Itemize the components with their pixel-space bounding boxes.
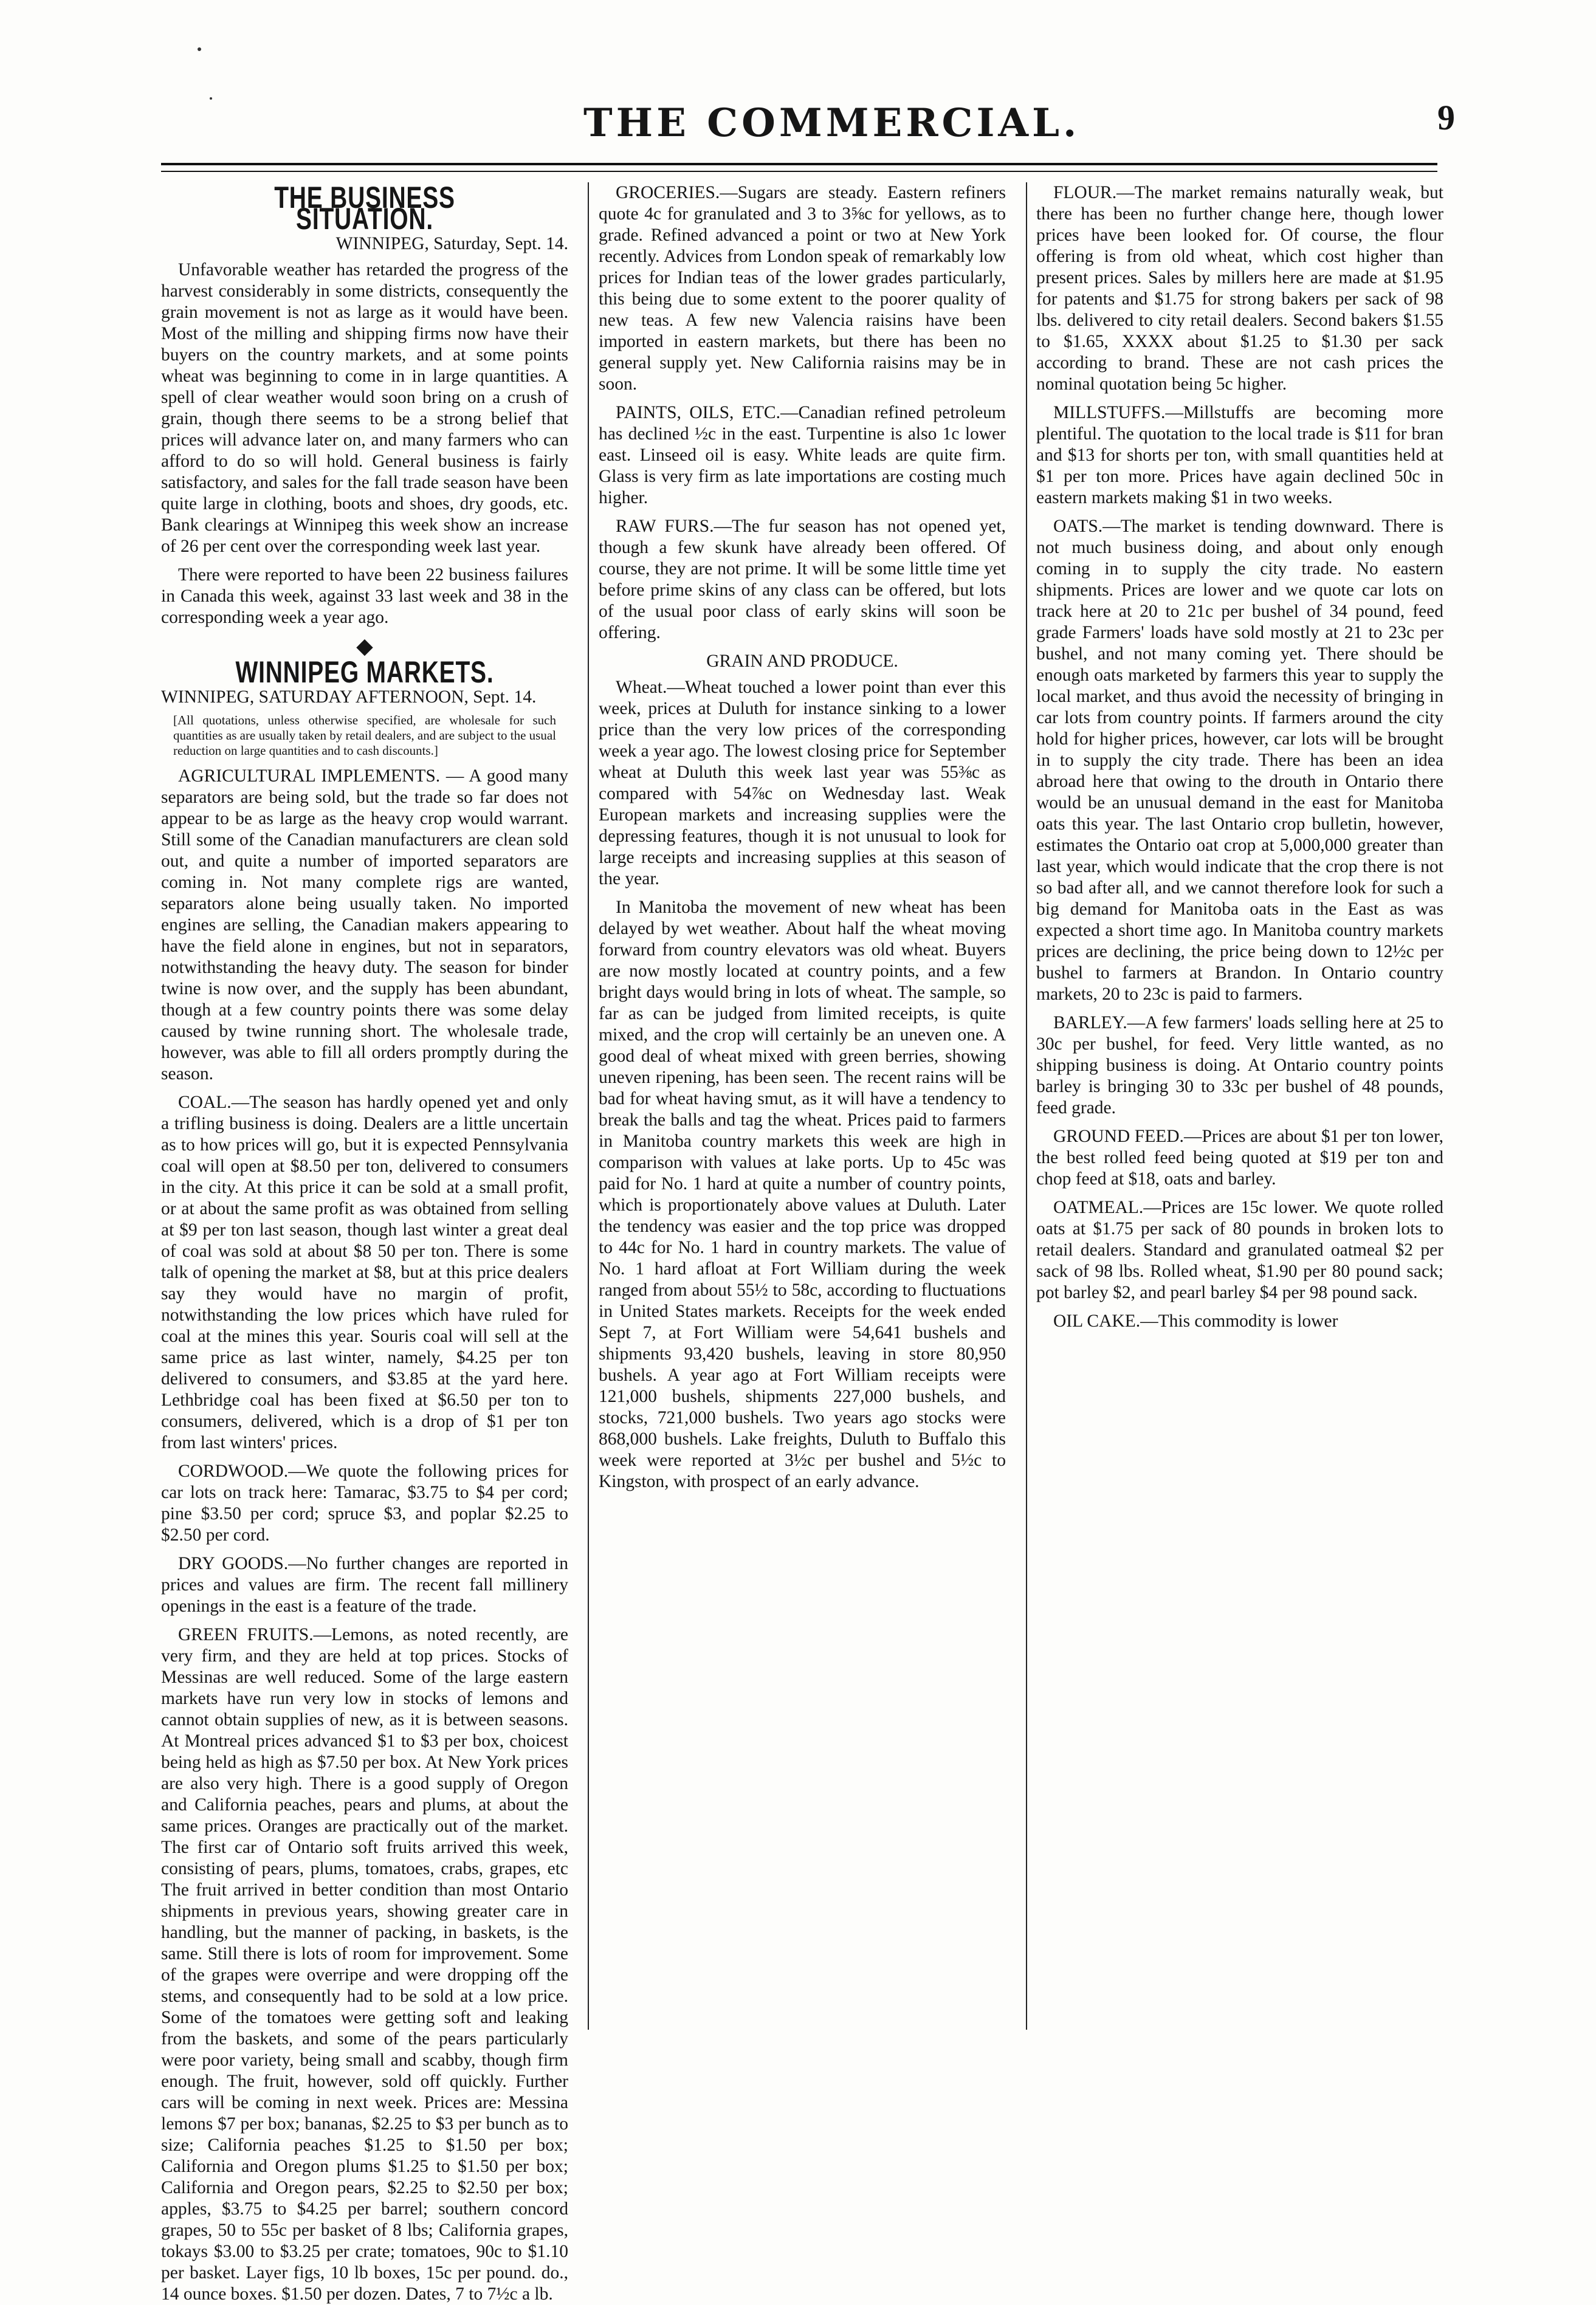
item-text: —We quote the following prices for car lots on track here: Tamarac, $3.75 to $4 per cord; pine $3.50 per cord; spruce $3, and poplar $2.25 to $2.50 per cord.	[161, 1462, 568, 1545]
column-divider	[1026, 182, 1027, 2030]
item-lead: GROUND FEED.	[1053, 1127, 1184, 1146]
business-paragraph: Unfavorable weather has retarded the progress of the harvest considerably in some districts, consequently the grain movement is not as large as it would have been. Most of the milling and shipping firms now have their buyers on the country markets, and at some points wheat was beginning to come in in large quantities. A spell of clear weather would soon bring on a crush of grain, though there seems to be a strong belief that prices will advance later on, and many farmers who can afford to do so will hold. General business is fairly satisfactory, and sales for the fall trade season have been quite large in clothing, boots and shoes, dry goods, etc. Bank clearings at Winnipeg this week show an increase of 26 per cent over the corresponding week last year.	[161, 260, 568, 556]
market-item	[1036, 1012, 1443, 1119]
item-text: —Prices are 15c lower. We quote rolled oats at $1.75 per sack of 80 pounds in broken lots to retail dealers. Standard and granulated oatmeal $2 per sack of 98 lbs. Rolled wheat, $1.90 per 80 pound sack; pot barley $2, and pearl barley $4 per 98 pound sack.	[1036, 1198, 1443, 1302]
market-item	[1036, 516, 1443, 1005]
item-lead: BARLEY.	[1053, 1013, 1127, 1032]
item-text: —This commodity is lower	[1140, 1311, 1338, 1331]
item-lead: CORDWOOD.	[178, 1462, 289, 1481]
item-lead: OATMEAL.	[1053, 1198, 1144, 1217]
speck	[210, 97, 212, 100]
market-item	[161, 766, 568, 1085]
page-number: 9	[1437, 98, 1455, 137]
item-text: —The market remains naturally weak, but there has been no further change here, though lower prices have been looked for. Of course, the flour offering is from old wheat, which cost higher than present prices. Sales by millers here are made at $1.95 for patents and $1.75 for strong bakers per sack of 98 lbs. delivered to city retail dealers. Second bakers $1.55 to $1.65, XXXX about $1.25 to $1.30 per sack according to brand. These are not cash prices the nominal quotation being 5c higher.	[1036, 183, 1443, 394]
markets-dateline: WINNIPEG, SATURDAY AFTERNOON, Sept. 14.	[161, 687, 537, 707]
item-text: — A good many separators are being sold, but the trade so far does not appear to be as large as the heavy crop would warrant. Still some of the Canadian manufacturers are clean sold out, and quite a number of imported separators are coming in. Not many complete rigs are wanted, separators alone being usually taken. No imported engines are selling, the Canadian makers appearing to have the field alone in engines, but not in separators, notwithstanding the heavy duty. The season for binder twine is now over, and the supply has been abundant, though at a few country points there was some delay caused by twine running short. The wholesale trade, however, was able to fill all orders promptly during the season.	[161, 766, 568, 1084]
market-item: Wheat.—Wheat touched a lower point than ever this week, prices at Duluth for instance sinking to a lower price than the very low prices of the corresponding week a year ago. The lowest closing price for September wheat at Duluth this week last year was 55⅜c as compared with 54⅞c on Wednesday last. Weak European markets and increasing supplies were the depressing features, though it is not unusual to look for large receipts and increasing supplies at this season of the year.	[599, 678, 1006, 888]
item-lead: OIL CAKE.	[1053, 1311, 1141, 1331]
item-lead: COAL.	[178, 1093, 232, 1112]
market-item	[1036, 182, 1443, 395]
market-item	[161, 1624, 568, 2305]
market-item	[1036, 1126, 1443, 1190]
item-text: —The market is tending downward. There is not much business doing, and about only enough coming in to supply the city trade. No eastern shipments. Prices are lower and we quote car lots on track here at 20 to 21c per bushel of 34 pound, feed grade Farmers' loads have sold mostly at 21 to 23c per bushel, and not many coming yet. There should be enough oats marketed by farmers this year to supply the local market, and thus avoid the necessity of bringing in car lots from country points. If farmers around the city hold for higher prices, however, car lots will be brought in to supply the city trade. There has been an idea abroad here that owing to the drouth in Ontario there would be an unusual demand in the east for Manitoba oats this year. The last Ontario crop bulletin, however, estimates the Ontario oat crop at 5,000,000 greater than last year, which would indicate that the crop there is not so bad after all, and we cannot therefore look for such a big demand for Manitoba oats in the East as was expected a short time ago. In Manitoba country markets prices are declining, the price being down to 12½c per bushel to farmers at Brandon. In Ontario country markets, 20 to 23c is paid to farmers.	[1036, 517, 1443, 1004]
header-rule	[161, 163, 1437, 172]
column-1	[161, 180, 568, 2304]
item-text: —Sugars are steady. Eastern refiners quote 4c for granulated and 3 to 3⅝c for yellows, as to grade. Refined advanced a point or two at New York recently. Advices from London speak of remarkably low prices for Indian teas of the lower grades particularly, this being due to some extent to the poorer quality of new teas. A few new Valencia raisins have been imported in eastern markets, but there has been no general supply yet. New California raisins may be in soon.	[599, 183, 1006, 394]
speck	[198, 47, 201, 51]
item-text: —No further changes are reported in prices and values are firm. The recent fall millinery openings in the east is a feature of the trade.	[161, 1554, 568, 1616]
item-text: —The season has hardly opened yet and only a trifling business is doing. Dealers are a little uncertain as to how prices will go, but it is expected Pennsylvania coal will open at $8.50 per ton, delivered to consumers in the city. At this price it can be sold at a small profit, or at about the same profit as was obtained from selling at $9 per ton last season, though last winter a great deal of coal was sold at about $8 50 per ton. There is some talk of opening the market at $8, but at this price dealers say they would have no margin of profit, notwithstanding the low prices which have ruled for coal at the mines this year. Souris coal will sell at the same price as last winter, namely, $4.25 per ton delivered to consumers, and $3.85 at the yard here. Lethbridge coal has been fixed at $6.50 per ton to consumers, delivered, which is a drop of $1 per ton from last winters' prices.	[161, 1093, 568, 1452]
market-item	[599, 402, 1006, 509]
market-item	[599, 516, 1006, 644]
market-item	[1036, 402, 1443, 509]
market-item	[161, 1553, 568, 1617]
item-text: —Prices are about $1 per ton lower, the best rolled feed being quoted at $19 per ton and chop feed at $18, oats and barley.	[1036, 1127, 1443, 1189]
business-headline: THE BUSINESS SITUATION.	[274, 180, 455, 236]
quotations-note: [All quotations, unless otherwise specified, are wholesale for such quantities as are usually taken by retail dealers, and are subject to the usual reduction on large quantities and to cash discounts.]	[173, 713, 556, 758]
market-item	[1036, 1197, 1443, 1304]
item-text: —A few farmers' loads selling here at 25 to 30c per bushel, for feed. Very little wanted, as no shipping business is doing. At Ontario country points barley is bringing 30 to 33c per bushel of 48 pounds, feed grade.	[1036, 1013, 1443, 1118]
business-paragraph: There were reported to have been 22 business failures in Canada this week, against 33 last week and 38 in the corresponding week a year ago.	[161, 565, 568, 627]
grain-subheading: GRAIN AND PRODUCE.	[706, 651, 898, 671]
item-lead: AGRICULTURAL IMPLEMENTS.	[178, 766, 441, 786]
market-item	[1036, 1311, 1443, 1332]
item-text: —Millstuffs are becoming more plentiful. The quotation to the local trade is $11 for bran and $13 for shorts per ton, with small quantities held at $1 per ton more. Prices have again declined 50c in eastern markets making $1 in two weeks.	[1036, 403, 1443, 507]
item-lead: GROCERIES.	[616, 183, 720, 202]
item-lead: DRY GOODS.	[178, 1554, 289, 1573]
item-lead: MILLSTUFFS.	[1053, 403, 1166, 422]
item-lead: FLOUR.	[1053, 183, 1117, 202]
market-item	[599, 182, 1006, 395]
column-3	[1036, 182, 1443, 2042]
market-item: In Manitoba the movement of new wheat has been delayed by wet weather. About half the wheat moving forward from country elevators was old wheat. Buyers are now mostly located at country points, and a few bright days would bring in lots of wheat. The sample, so far as can be judged from limited receipts, is quite mixed, and the crop will certainly be an uneven one. A good deal of wheat mixed with green berries, showing uneven ripening, has been seen. The recent rains will be bad for wheat having smut, as it will have a tendency to break the balls and tag the wheat. Prices paid to farmers in Manitoba country markets this week are high in comparison with values at lake ports. Up to 45c was paid for No. 1 hard at quite a number of country points, which is proportionately above values at Duluth. Later the tendency was easier and the top price was dropped to 44c for No. 1 hard in country markets. The value of No. 1 hard afloat at Fort William during the week ranged from about 55½ to 58c, according to fluctuations in United States markets. Receipts for the week ended Sept 7, at Fort William were 54,641 bushels and shipments 93,420 bushels, leaving in store 80,950 bushels. A year ago at Fort William receipts were 121,000 bushels, shipments 227,000 bushels, and stocks, 721,000 bushels. Two years ago stocks were 868,000 bushels. Lake freights, Duluth to Buffalo this week were reported at 3½c per bushel and 5½c to Kingston, with prospect of an early advance.	[599, 898, 1006, 1491]
item-text: —The fur season has not opened yet, though a few skunk have already been offered. Of course, they are not prime. It will be some little time yet before prime skins of any class can be offered, but lots of the usual poor class of early skins will soon be offering.	[599, 517, 1006, 642]
item-lead: RAW FURS.	[616, 517, 714, 536]
market-item	[161, 1092, 568, 1454]
section-separator: ◆	[356, 634, 373, 658]
item-lead: PAINTS, OILS, ETC.	[616, 403, 780, 422]
masthead-title: THE COMMERCIAL.	[583, 100, 1081, 146]
item-lead: GREEN FRUITS.	[178, 1625, 314, 1644]
item-lead: OATS.	[1053, 517, 1103, 536]
column-divider	[588, 182, 589, 2030]
column-2	[599, 182, 1006, 2042]
markets-headline: WINNIPEG MARKETS.	[235, 655, 494, 689]
market-item	[161, 1461, 568, 1546]
item-text: —Lemons, as noted recently, are very firm, and they are held at top prices. Stocks of Messinas are well reduced. Some of the large eastern markets have run very low in stocks of lemons and cannot obtain supplies of new, as it is between seasons. At Montreal prices advanced $1 to $3 per box, choicest being held as high as $7.50 per box. At New York prices are also very high. There is a good supply of Oregon and California peaches, pears and plums, at about the same prices. Oranges are practically out of the market. The first car of Ontario soft fruits arrived this week, consisting of pears, plums, tomatoes, crabs, grapes, etc The fruit arrived in better condition than most Ontario shipments in previous years, showing greater care in handling, but the manner of packing, in baskets, is the same. Still there is lots of room for improvement. Some of the grapes were overripe and were dropping off the stems, and consequently had to be sold at a low price. Some of the tomatoes were getting soft and leaking from the baskets, and some of the pears particularly were poor variety, being small and scabby, though firm enough. The fruit, however, sold off quickly. Further cars will be coming in next week. Prices are: Messina lemons $7 per box; bananas, $2.25 to $3 per bunch as to size; California peaches $1.25 to $1.50 per box; California and Oregon plums $1.25 to $1.50 per box; California and Oregon pears, $2.25 to $2.50 per box; apples, $3.75 to $4.25 per barrel; southern concord grapes, 50 to 55c per basket of 8 lbs; California grapes, tokays $3.00 to $3.25 per crate; tomatoes, 90c to $1.10 per basket. Layer figs, 10 lb boxes, 15c per pound. do., 14 ounce boxes. $1.50 per dozen. Dates, 7 to 7½c a lb.	[161, 1625, 568, 2304]
business-dateline: WINNIPEG, Saturday, Sept. 14.	[335, 234, 568, 253]
item-text: —Canadian refined petroleum has declined ½c in the east. Turpentine is also 1c lower east. Linseed oil is easy. White leads are quite firm. Glass is very firm as late importations are costing much higher.	[599, 403, 1006, 507]
